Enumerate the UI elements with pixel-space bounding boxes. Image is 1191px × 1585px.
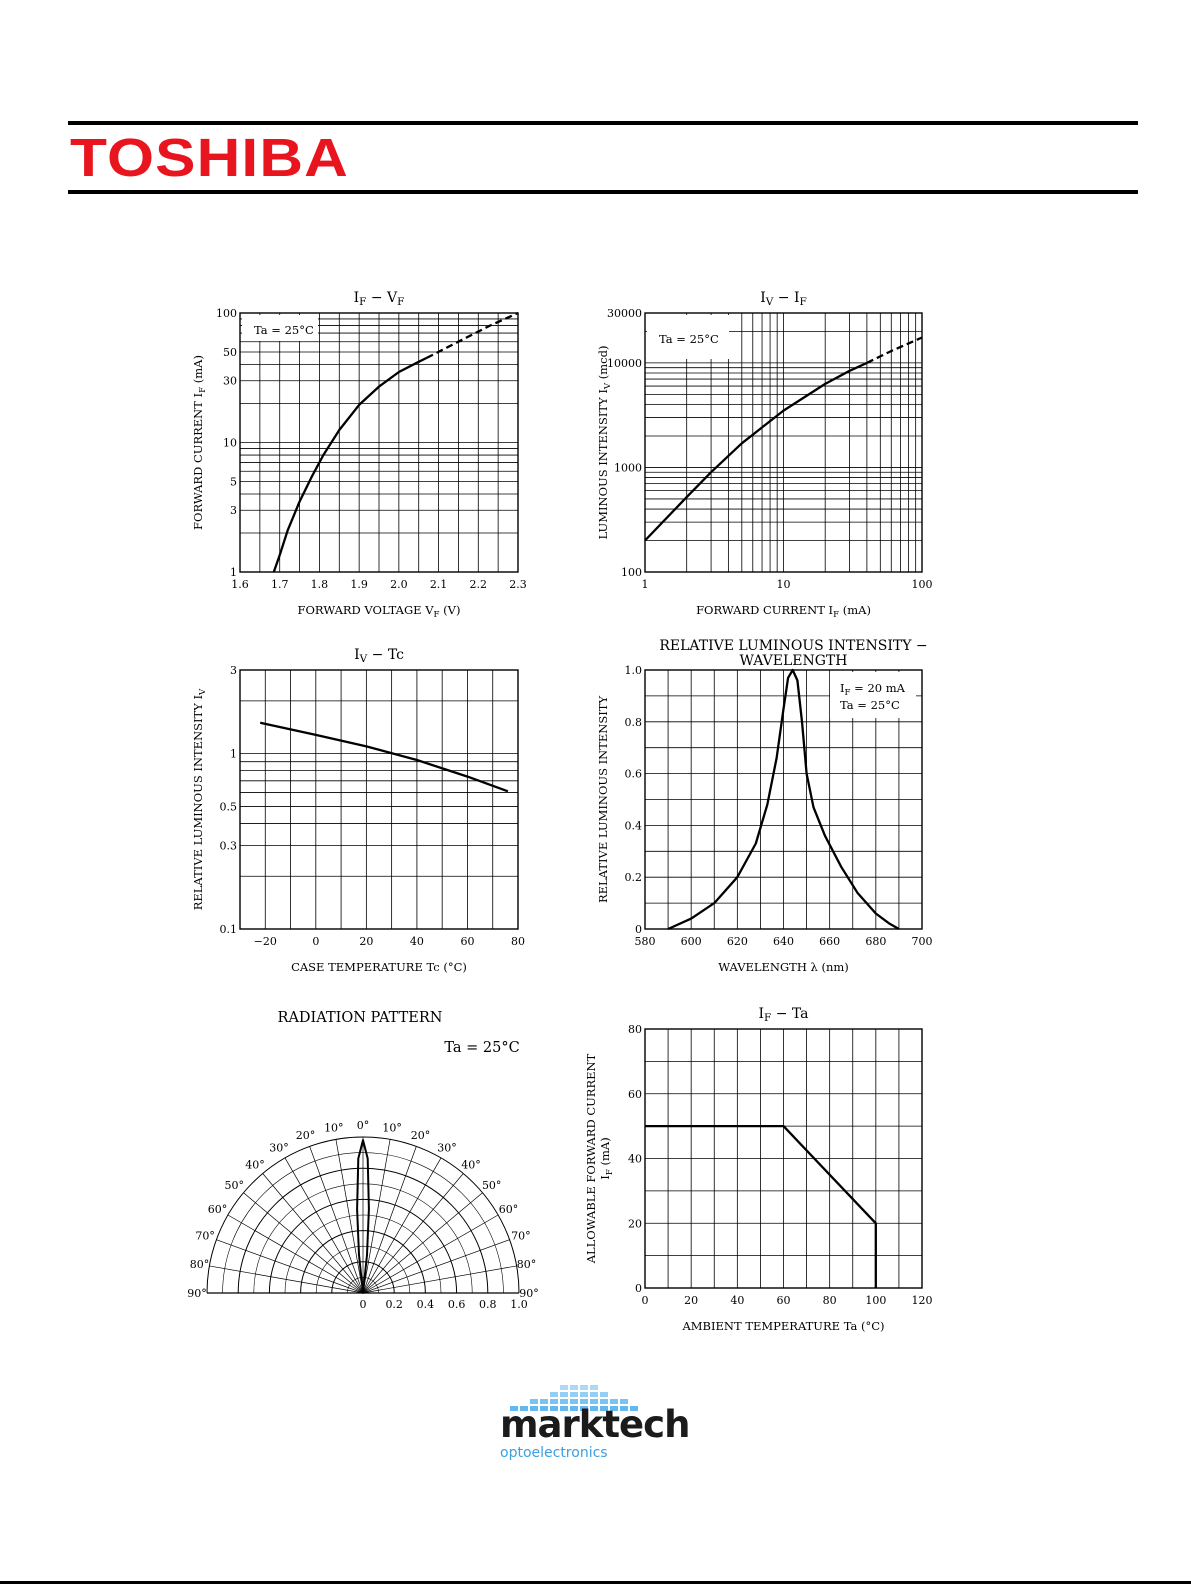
y-tick-label: 0 xyxy=(635,923,642,936)
chart-radiation xyxy=(187,1010,539,1311)
x-tick-label: 2.2 xyxy=(469,578,488,591)
chart-spectrum xyxy=(596,638,933,974)
polar-radius-label: 0.8 xyxy=(479,1298,497,1311)
title-sub: V xyxy=(765,296,774,308)
x-tick-label: 640 xyxy=(773,935,794,948)
x-axis-label xyxy=(298,603,461,620)
chart-title: RADIATION PATTERN xyxy=(277,1010,443,1026)
polar-angle-label: 40° xyxy=(245,1158,265,1172)
polar-angle-label: 20° xyxy=(410,1129,431,1143)
annotation-text: Ta = 25°C xyxy=(659,332,719,346)
polar-angle-label: 60° xyxy=(498,1203,519,1216)
xlabel-part: AMBIENT TEMPERATURE Ta (°C) xyxy=(682,1319,885,1333)
x-axis-label xyxy=(291,960,467,974)
y-tick-label: 0 xyxy=(635,1282,642,1295)
y-tick-label: 1000 xyxy=(614,461,642,475)
ylabel2-part: (mA) xyxy=(598,1137,612,1170)
annotation-text-2: Ta = 25°C xyxy=(840,698,900,712)
xlabel-part: WAVELENGTH λ (nm) xyxy=(718,960,849,974)
x-tick-label: 680 xyxy=(865,935,887,948)
title-part: − V xyxy=(366,290,398,306)
x-tick-label: 1.8 xyxy=(310,578,329,591)
x-tick-label: −20 xyxy=(253,935,277,948)
x-tick-label: 20 xyxy=(359,935,374,948)
x-tick-label: 120 xyxy=(911,1294,933,1307)
y-tick-label: 0.2 xyxy=(624,871,642,885)
x-tick-label: 40 xyxy=(409,935,424,948)
y-tick-label: 30 xyxy=(223,374,237,388)
x-axis-label xyxy=(696,603,871,620)
y-axis-label xyxy=(596,696,610,903)
polar-radius-label: 0.4 xyxy=(416,1298,435,1311)
polar-angle-label: 80° xyxy=(516,1258,537,1272)
polar-angle-label: 40° xyxy=(461,1158,481,1172)
chart-title xyxy=(758,1006,808,1024)
polar-radius-label: 0 xyxy=(359,1298,367,1311)
ylabel-sub: V xyxy=(603,382,613,390)
x-tick-label: 40 xyxy=(730,1294,745,1307)
y-tick-label: 100 xyxy=(621,566,642,579)
y-tick-label: 10 xyxy=(223,436,237,450)
y-tick-label: 80 xyxy=(628,1023,642,1036)
y-tick-label: 1 xyxy=(230,747,237,761)
y-axis-label-line2 xyxy=(598,1137,615,1179)
polar-angle-label: 70° xyxy=(195,1229,215,1243)
annotation-part: I xyxy=(840,681,845,695)
title-part: I xyxy=(758,1006,764,1022)
x-tick-label: 20 xyxy=(684,1294,699,1307)
chart-title xyxy=(354,290,405,308)
ylabel-part: (mcd) xyxy=(596,345,610,383)
x-axis-label xyxy=(681,1319,884,1333)
logo-dot xyxy=(580,1392,588,1397)
x-tick-label: 620 xyxy=(726,935,748,948)
polar-angle-label: 60° xyxy=(207,1203,228,1216)
title-sub: F xyxy=(764,1012,772,1024)
ylabel2-sub: F xyxy=(605,1169,615,1176)
y-tick-label: 100 xyxy=(216,307,237,320)
x-tick-label: 1.6 xyxy=(231,578,249,591)
title-sub: F xyxy=(799,296,807,308)
x-tick-label: 100 xyxy=(865,1294,887,1307)
polar-angle-label: 10° xyxy=(382,1121,402,1135)
logo-dot xyxy=(560,1392,568,1397)
y-tick-label: 1 xyxy=(230,566,237,579)
x-tick-label: 10 xyxy=(776,578,791,591)
brand-logo: TOSHIBA xyxy=(70,128,349,188)
y-tick-label: 0.5 xyxy=(219,800,237,814)
ylabel-part: RELATIVE LUMINOUS INTENSITY I xyxy=(191,694,205,911)
y-tick-label: 3 xyxy=(230,504,237,518)
y-tick-label: 60 xyxy=(628,1087,642,1101)
x-tick-label: 600 xyxy=(680,935,702,948)
ylabel-sub: V xyxy=(198,688,208,695)
plot-frame xyxy=(240,670,518,929)
polar-angle-label: 90° xyxy=(187,1287,207,1300)
annotation-sub: F xyxy=(844,688,851,698)
logo-dot xyxy=(600,1392,608,1397)
chart-title-line2: WAVELENGTH xyxy=(739,653,848,669)
title-part: − Ta xyxy=(771,1006,809,1022)
y-axis-label xyxy=(191,688,208,910)
title-part: I xyxy=(354,647,360,663)
xlabel-part: FORWARD CURRENT I xyxy=(696,603,834,617)
polar-angle-label: 10° xyxy=(324,1121,344,1135)
xlabel-part: FORWARD VOLTAGE V xyxy=(297,603,434,617)
x-tick-label: 1 xyxy=(641,578,649,591)
xlabel-part: CASE TEMPERATURE Tc xyxy=(291,960,440,974)
xlabel-part: (°C) xyxy=(439,960,467,974)
chart-iv_tc xyxy=(191,647,525,974)
title-sub: F xyxy=(359,296,367,308)
marktech-logo xyxy=(500,1385,710,1465)
x-tick-label: 1.9 xyxy=(350,578,368,591)
chart-if_ta xyxy=(584,1006,933,1333)
ylabel-part: (mA) xyxy=(191,355,205,387)
y-tick-label: 30000 xyxy=(607,307,642,320)
ylabel-part: LUMINOUS INTENSITY I xyxy=(596,389,610,540)
logo-subtitle: optoelectronics xyxy=(500,1445,608,1461)
y-tick-label: 0.6 xyxy=(624,767,642,781)
y-tick-label: 0.1 xyxy=(219,923,237,936)
x-tick-label: 0 xyxy=(312,935,320,948)
x-axis-label xyxy=(718,960,849,974)
polar-angle-label: 70° xyxy=(511,1229,531,1243)
y-tick-label: 50 xyxy=(223,345,237,359)
chart-title xyxy=(760,290,807,308)
chart-title xyxy=(354,647,404,665)
y-tick-label: 3 xyxy=(230,664,237,677)
series-line-solid xyxy=(274,358,427,572)
y-tick-label: 20 xyxy=(628,1217,642,1231)
x-tick-label: 660 xyxy=(819,935,841,948)
polar-angle-label: 80° xyxy=(189,1258,210,1272)
chart-iv_if xyxy=(596,290,933,620)
x-tick-label: 60 xyxy=(776,1294,791,1307)
y-tick-label: 0.4 xyxy=(624,819,642,833)
xlabel-sub: F xyxy=(833,610,840,620)
title-part: I xyxy=(760,290,766,306)
logo-dot xyxy=(590,1392,598,1397)
y-axis-label xyxy=(191,355,208,530)
series-line-dashed xyxy=(427,313,518,358)
xlabel-sub: F xyxy=(433,610,440,620)
ylabel-part: RELATIVE LUMINOUS INTENSITY xyxy=(596,695,610,904)
x-tick-label: 2.0 xyxy=(390,578,408,591)
ylabel-part: ALLOWABLE FORWARD CURRENT xyxy=(584,1053,598,1264)
x-tick-label: 2.3 xyxy=(509,578,527,591)
y-tick-label: 0.3 xyxy=(219,839,237,853)
y-tick-label: 0.8 xyxy=(624,715,642,729)
xlabel-part: (V) xyxy=(439,603,461,617)
polar-angle-label: 50° xyxy=(224,1179,245,1193)
chart-title: RELATIVE LUMINOUS INTENSITY − xyxy=(659,638,928,654)
ylabel2-part: I xyxy=(598,1175,612,1180)
polar-angle-label: 30° xyxy=(437,1141,457,1155)
x-tick-label: 1.7 xyxy=(270,578,289,591)
polar-radius-label: 0.6 xyxy=(447,1298,466,1311)
x-tick-label: 100 xyxy=(911,578,933,591)
x-tick-label: 700 xyxy=(911,935,933,948)
y-tick-label: 10000 xyxy=(607,356,642,370)
polar-radius-label: 0.2 xyxy=(385,1298,403,1311)
annotation-text: Ta = 25°C xyxy=(254,323,314,337)
ylabel-sub: F xyxy=(198,386,208,393)
y-tick-label: 1.0 xyxy=(624,664,642,677)
logo-wordmark: marktech xyxy=(500,1403,690,1446)
ylabel-part: FORWARD CURRENT I xyxy=(191,392,205,530)
series-line-dashed xyxy=(867,338,922,363)
logo-dot xyxy=(570,1392,578,1397)
chart-if_vf xyxy=(191,290,527,620)
polar-angle-label: 50° xyxy=(481,1179,502,1193)
polar-angle-label: 90° xyxy=(519,1287,539,1300)
title-sub: F xyxy=(397,296,405,308)
logo-dot xyxy=(580,1385,588,1390)
polar-angle-label: 20° xyxy=(295,1129,316,1143)
y-axis-label xyxy=(596,346,613,540)
polar-radius-label: 1.0 xyxy=(510,1298,528,1311)
y-tick-label: 5 xyxy=(230,475,237,489)
polar-angle-label: 0° xyxy=(356,1119,370,1132)
x-tick-label: 80 xyxy=(822,1294,837,1307)
x-tick-label: 2.1 xyxy=(429,578,448,591)
x-tick-label: 580 xyxy=(634,935,656,948)
title-part: − I xyxy=(773,290,800,306)
annotation-text: Ta = 25°C xyxy=(444,1040,520,1056)
series-line-solid xyxy=(645,363,867,541)
polar-angle-label: 30° xyxy=(269,1141,289,1155)
page-bottom-rule xyxy=(0,1581,1191,1584)
x-tick-label: 80 xyxy=(511,935,525,948)
title-sub: V xyxy=(359,653,368,665)
annotation-part: = 20 mA xyxy=(850,681,905,695)
logo-dot xyxy=(560,1385,568,1390)
xlabel-part: (mA) xyxy=(839,603,871,617)
logo-dot xyxy=(550,1392,558,1397)
logo-dot xyxy=(590,1385,598,1390)
y-axis-label xyxy=(584,1053,598,1264)
x-tick-label: 0 xyxy=(641,1294,649,1307)
y-tick-label: 40 xyxy=(628,1152,642,1166)
logo-dot xyxy=(570,1385,578,1390)
title-part: − Tc xyxy=(367,647,404,663)
x-tick-label: 60 xyxy=(460,935,475,948)
title-part: I xyxy=(353,290,360,306)
